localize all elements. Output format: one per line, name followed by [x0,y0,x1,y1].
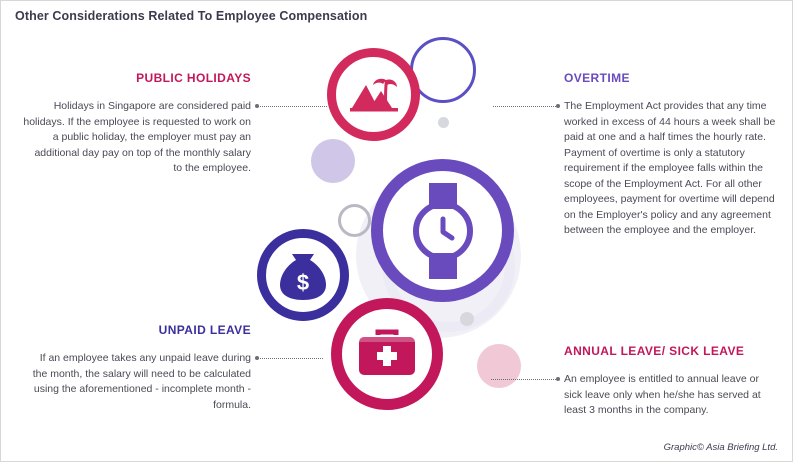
body-annual-sick-leave: An employee is entitled to annual leave or sick leave only when he/she has served at least 3 months in the company. [564,373,761,416]
heading-unpaid-leave: UNPAID LEAVE [158,323,251,337]
leader-dot-annual-sick-leave [556,377,560,381]
heading-annual-sick-leave: ANNUAL LEAVE/ SICK LEAVE [564,344,745,358]
mountain-palm-icon [348,72,400,118]
money-bag-icon [278,248,328,302]
body-public-holidays: Holidays in Singapore are considered paid holidays. If the employee is requested to work on a public holiday, the employer must pay an additional day pay on top of the monthly salary to the employee. [23,100,251,174]
decorative-dot-gray-upper [438,117,449,128]
leader-dot-overtime [556,104,560,108]
body-overtime: The Employment Act provides that any time worked in excess of 44 hours a week shall be paid at one and a half times the hourly rate. Payment of overtime is only a statutory requirement if the employee falls within the scope of the Employment Act. For all other employees, payment for overtime will depend on the Employer's policy and any agreement between the employee and the employer. [564,100,776,236]
leader-line-overtime [493,106,558,107]
page-title: Other Considerations Related To Employee Compensation [15,9,368,23]
unpaid-leave-icon-circle [257,229,349,321]
body-unpaid-leave: If an employee takes any unpaid leave during the month, the salary will need to be calculated using the aforementioned - incomplete month - formula. [32,352,251,411]
overtime-icon-circle [371,159,514,302]
leader-dot-public-holidays [255,104,259,108]
wristwatch-icon [407,183,479,279]
public-holidays-icon-circle [327,48,420,141]
leader-line-public-holidays [257,106,327,107]
decorative-dot-gray-lower [460,312,474,326]
credit-footer: Graphic© Asia Briefing Ltd. [663,442,778,453]
leader-line-annual-sick-leave [491,379,558,380]
leader-line-unpaid-leave [257,358,323,359]
decorative-ring-gray [338,204,371,237]
leader-dot-unpaid-leave [255,356,259,360]
medical-bag-icon [356,327,418,381]
decorative-circle-lavender [311,139,355,183]
annual-sick-leave-icon-circle [331,298,443,410]
heading-public-holidays: PUBLIC HOLIDAYS [136,71,251,85]
heading-overtime: OVERTIME [564,71,630,85]
decorative-circle-pink [477,344,521,388]
svg-text:$: $ [296,270,310,295]
